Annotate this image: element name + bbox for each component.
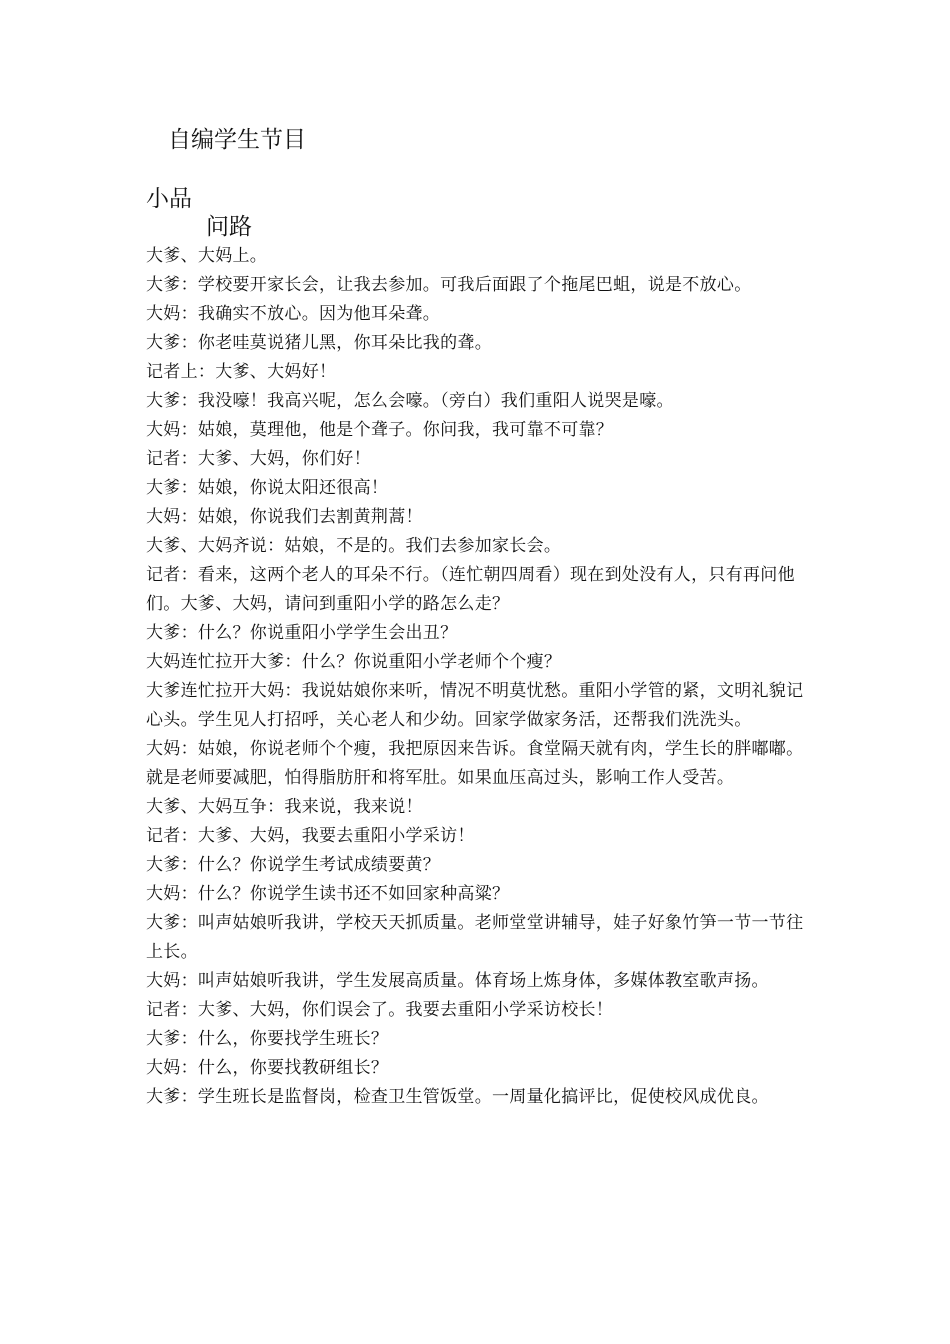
play-title: 问路: [206, 214, 252, 240]
script-line: 大妈：什么，你要找教研组长？: [146, 1058, 389, 1078]
script-line: 大妈连忙拉开大爹：什么？你说重阳小学老师个个瘦？: [146, 652, 562, 672]
script-line: 大爹：学生班长是监督岗，检查卫生管饭堂。一周量化搞评比，促使校风成优良。: [146, 1087, 769, 1107]
script-line: 大爹：姑娘，你说太阳还很高！: [146, 478, 389, 498]
script-line: 大爹连忙拉开大妈：我说姑娘你来听，情况不明莫忧愁。重阳小学管的紧，文明礼貌记心头。学生见人打招呼，关心老人和少幼。回家学做家务活，还帮我们洗洗头。: [146, 681, 804, 730]
script-line: 大妈：什么？你说学生读书还不如回家种高粱？: [146, 884, 510, 904]
script-line: 大爹：什么，你要找学生班长？: [146, 1029, 389, 1049]
script-line: 记者：大爹、大妈，你们误会了。我要去重阳小学采访校长！: [146, 1000, 614, 1020]
document-title: 自编学生节目: [168, 127, 306, 153]
script-line: 大妈：姑娘，你说我们去割黄荆蒿！: [146, 507, 423, 527]
script-line: 记者：看来，这两个老人的耳朵不行。（连忙朝四周看）现在到处没有人，只有再问他们。大爹、大妈，请问到重阳小学的路怎么走？: [146, 565, 795, 614]
script-line: 大爹：什么？你说重阳小学学生会出丑？: [146, 623, 458, 643]
genre-heading: 小品: [146, 186, 192, 212]
script-line: 大爹：学校要开家长会，让我去参加。可我后面跟了个拖尾巴蛆，说是不放心。: [146, 275, 752, 295]
script-line: 大爹、大妈齐说：姑娘，不是的。我们去参加家长会。: [146, 536, 562, 556]
script-line: 大爹：什么？你说学生考试成绩要黄？: [146, 855, 441, 875]
script-line: 大爹：我没嚎！我高兴呢，怎么会嚎。（旁白）我们重阳人说哭是嚎。: [146, 391, 674, 411]
script-line: 记者：大爹、大妈，我要去重阳小学采访！: [146, 826, 475, 846]
script-line: 大爹：你老哇莫说猪儿黑，你耳朵比我的聋。: [146, 333, 492, 353]
script-line: 大爹：叫声姑娘听我讲，学校天天抓质量。老师堂堂讲辅导，娃子好象竹笋一节一节往上长。: [146, 913, 804, 962]
script-line: 大妈：姑娘，莫理他，他是个聋子。你问我，我可靠不可靠？: [146, 420, 614, 440]
script-line: 大爹、大妈上。: [146, 246, 268, 266]
script-line: 大爹、大妈互争：我来说，我来说！: [146, 797, 423, 817]
script-line: 记者上：大爹、大妈好！: [146, 362, 337, 382]
script-body: [146, 242, 811, 1112]
script-line: 记者：大爹、大妈，你们好！: [146, 449, 371, 469]
script-line: 大妈：叫声姑娘听我讲，学生发展高质量。体育场上炼身体，多媒体教室歌声扬。: [146, 971, 769, 991]
script-line: 大妈：姑娘，你说老师个个瘦，我把原因来告诉。食堂隔天就有肉，学生长的胖嘟嘟。就是老师要减肥，怕得脂肪肝和将军肚。如果血压高过头，影响工作人受苦。: [146, 739, 804, 788]
script-line: 大妈：我确实不放心。因为他耳朵聋。: [146, 304, 441, 324]
